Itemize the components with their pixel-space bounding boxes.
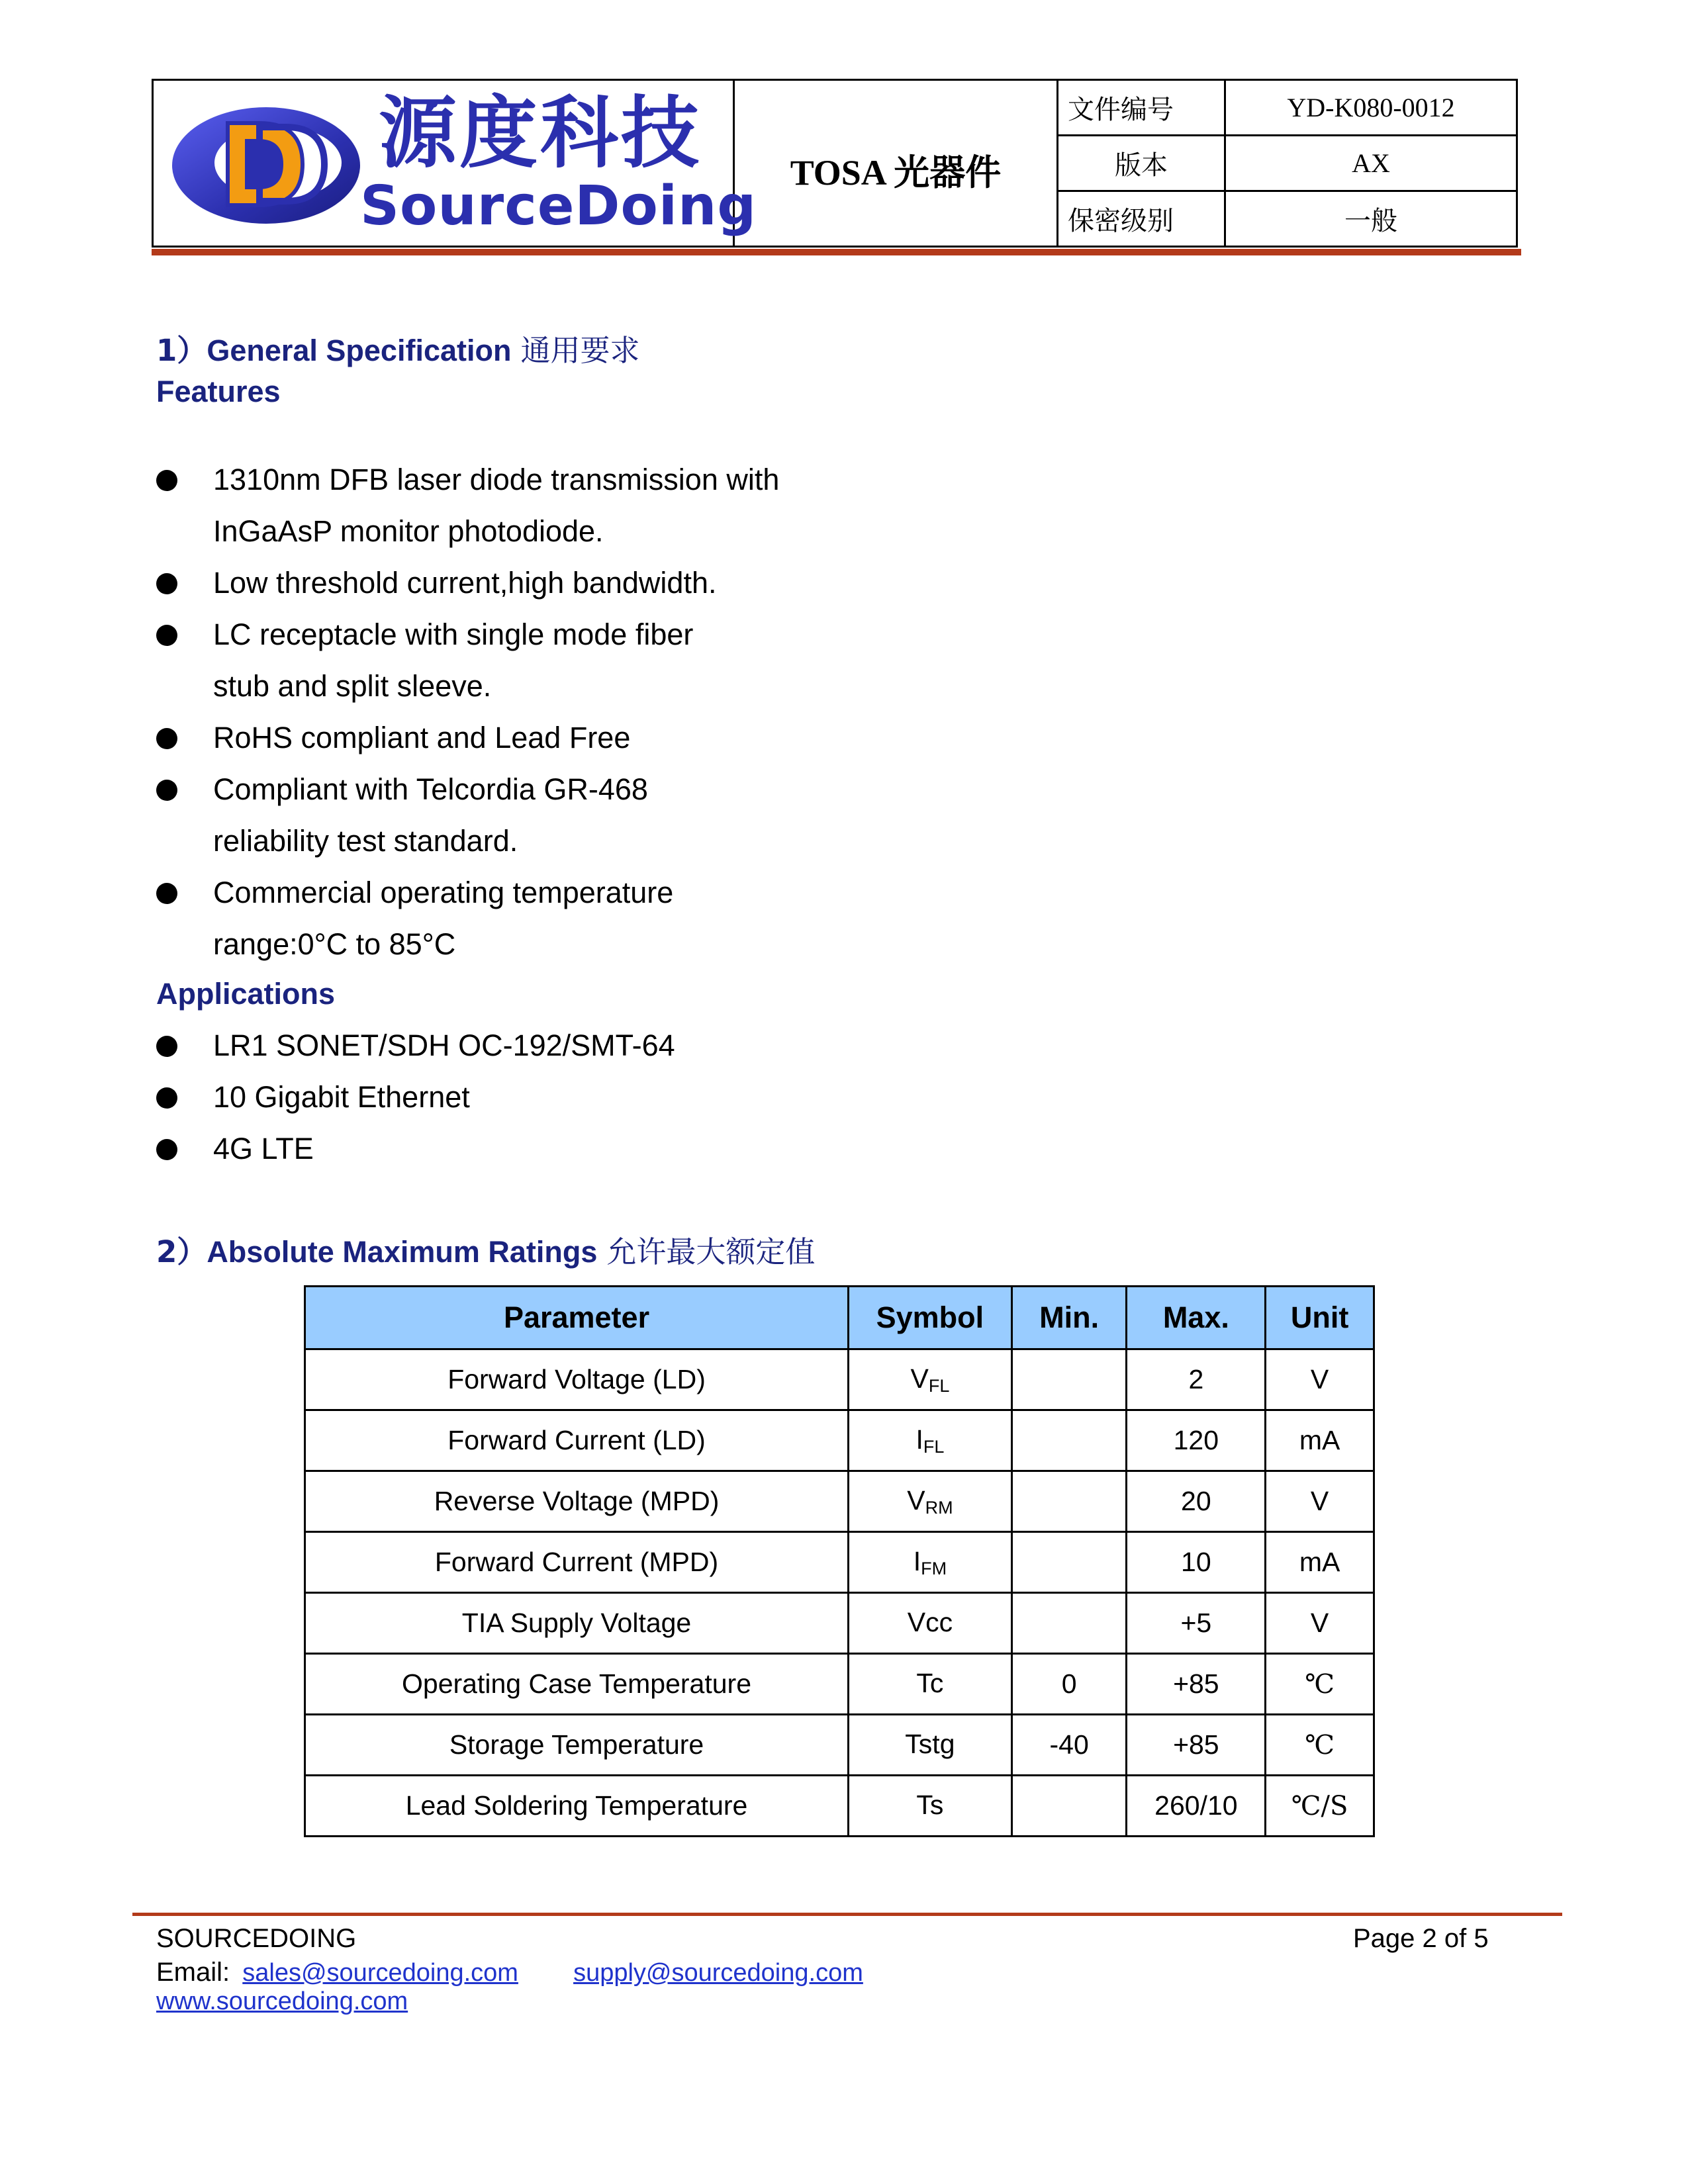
cell-unit: mA [1266,1410,1374,1471]
document-header [152,79,1518,248]
footer-company: SOURCEDOING [156,1924,357,1953]
cell-max: 10 [1127,1532,1266,1593]
cell-parameter: Forward Voltage (LD) [305,1349,849,1410]
cell-max: 120 [1127,1410,1266,1471]
bullet-icon [156,1087,177,1109]
website-link[interactable]: www.sourcedoing.com [156,1987,408,2015]
meta-value: AX [1352,148,1390,178]
meta-label: 版本 [1058,136,1226,190]
bullet-icon [156,883,177,904]
cell-symbol: Ts [849,1776,1012,1837]
cell-symbol: Vcc [849,1593,1012,1654]
header-divider [152,249,1521,255]
meta-row-doc-number [1058,81,1516,136]
cell-min [1011,1593,1127,1654]
column-header-symbol: Symbol [849,1287,1012,1349]
table-row [305,1532,1374,1593]
cell-min [1011,1776,1127,1837]
column-header-max: Max. [1127,1287,1266,1349]
cell-symbol: $I_{FM}$ [849,1532,1012,1593]
cell-max: +85 [1127,1715,1266,1776]
meta-label: 文件编号 [1058,81,1226,134]
table-row [305,1593,1374,1654]
cell-min [1011,1349,1127,1410]
cell-parameter: Storage Temperature [305,1715,849,1776]
document-title-cell [735,81,1058,246]
sales-email-link[interactable]: sales@sourcedoing.com [242,1959,518,1987]
bullet-icon [156,470,177,491]
cell-symbol: Tc [849,1654,1012,1715]
cell-symbol: $V_{RM}$ [849,1471,1012,1532]
cell-min [1011,1532,1127,1593]
bullet-icon [156,573,177,594]
company-name-cn: 源度科技 [379,87,702,179]
table-row [305,1654,1374,1715]
section-heading-general: 1）General Specification 通用要求 [156,333,640,368]
table-row [305,1410,1374,1471]
footer-page-number: Page 2 of 5 [1353,1924,1489,1953]
document-title: TOSA 光器件 [790,153,1002,193]
cell-unit: V [1266,1593,1374,1654]
absolute-max-ratings-table [304,1285,1375,1837]
cell-parameter: Forward Current (LD) [305,1410,849,1471]
table-row [305,1776,1374,1837]
cell-parameter: Forward Current (MPD) [305,1532,849,1593]
column-header-min: Min. [1011,1287,1127,1349]
cell-max: +85 [1127,1654,1266,1715]
bullet-icon [156,780,177,801]
cell-unit: mA [1266,1532,1374,1593]
features-heading: Features [156,375,281,408]
cell-min [1011,1471,1127,1532]
cell-parameter: Operating Case Temperature [305,1654,849,1715]
cell-symbol: $I_{FL}$ [849,1410,1012,1471]
table-row [305,1349,1374,1410]
bullet-icon [156,625,177,646]
cell-symbol: $V_{FL}$ [849,1349,1012,1410]
section-heading-ratings: 2）Absolute Maximum Ratings 允许最大额定值 [156,1234,816,1269]
cell-min: -40 [1011,1715,1127,1776]
meta-value: 一般 [1344,206,1397,236]
cell-min [1011,1410,1127,1471]
meta-value: YD-K080-0012 [1287,93,1455,122]
footer-divider [132,1913,1562,1916]
company-name-en: SourceDoing [360,175,757,238]
cell-max: 2 [1127,1349,1266,1410]
meta-label: 保密级别 [1058,192,1226,246]
supply-email-link[interactable]: supply@sourcedoing.com [573,1959,863,1987]
bullet-icon [156,1139,177,1160]
cell-max: +5 [1127,1593,1266,1654]
document-meta [1058,81,1516,246]
cell-unit: ℃/S [1266,1776,1374,1837]
cell-unit: V [1266,1349,1374,1410]
column-header-parameter: Parameter [305,1287,849,1349]
cell-parameter: TIA Supply Voltage [305,1593,849,1654]
table-row [305,1471,1374,1532]
cell-unit: V [1266,1471,1374,1532]
meta-row-version [1058,136,1516,192]
table-row [305,1715,1374,1776]
cell-parameter: Reverse Voltage (MPD) [305,1471,849,1532]
cell-unit: ℃ [1266,1654,1374,1715]
table-header-row [305,1287,1374,1349]
cell-parameter: Lead Soldering Temperature [305,1776,849,1837]
column-header-unit: Unit [1266,1287,1374,1349]
cell-symbol: Tstg [849,1715,1012,1776]
bullet-icon [156,1036,177,1057]
applications-heading: Applications [156,977,336,1011]
cell-min: 0 [1011,1654,1127,1715]
company-logo [154,81,757,246]
cell-max: 260/10 [1127,1776,1266,1837]
meta-row-security-level [1058,192,1516,246]
footer-website-line [156,1985,408,2017]
sourcedoing-logo-icon [167,91,365,237]
cell-max: 20 [1127,1471,1266,1532]
email-label: Email: [156,1958,230,1987]
bullet-icon [156,728,177,749]
cell-unit: ℃ [1266,1715,1374,1776]
footer-email-line [156,1957,863,1988]
